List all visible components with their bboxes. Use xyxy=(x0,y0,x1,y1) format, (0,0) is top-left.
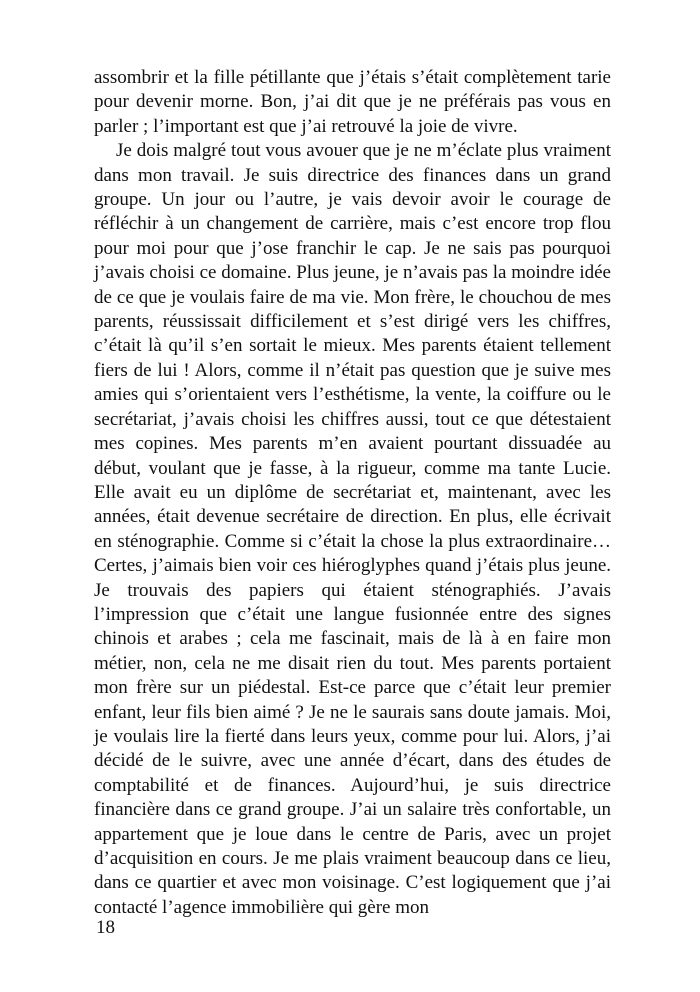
page-number: 18 xyxy=(96,917,115,938)
paragraph-1: assombrir et la fille pétillante que j’étais s’était complètement tarie pour devenir morne. Bon, j’ai dit que je ne préférais pas vous en parler ; l’important est que j’ai retrouvé la joie de vivre. xyxy=(94,67,611,137)
paragraph-2: Je dois malgré tout vous avouer que je ne m’éclate plus vraiment dans mon travail. Je suis directrice des finances dans un grand groupe. Un jour ou l’autre, je vais devoir avoir le courage de réfléchir à un changement de carrière, mais c’est encore trop flou pour moi pour que j’ose franchir le cap. Je ne sais pas pourquoi j’avais choisi ce domaine. Plus jeune, je n’avais pas la moindre idée de ce que je voulais faire de ma vie. Mon frère, le chouchou de mes parents, réussissait difficilement et s’est dirigé vers les chiffres, c’était là qu’il s’en sortait le mieux. Mes parents étaient tellement fiers de lui ! Alors, comme il n’était pas question que je suive mes amies qui s’orientaient vers l’esthétisme, la vente, la coiffure ou le secrétariat, j’avais choisi les chiffres aussi, tout ce que détestaient mes copines. Mes parents m’en avaient pourtant dissuadée au début, voulant que je fasse, à la rigueur, comme ma tante Lucie. Elle avait eu un diplôme de secrétariat et, maintenant, avec les années, était devenue secrétaire de direction. En plus, elle écrivait en sténographie. Comme si c’était la chose la plus extraordinaire… Certes, j’aimais bien voir ces hiéroglyphes quand j’étais plus jeune. Je trouvais des papiers qui étaient sténographiés. J’avais l’impression que c’était une langue fusionnée entre des signes chinois et arabes ; cela me fascinait, mais de là à en faire mon métier, non, cela ne me disait rien du tout. Mes parents portaient mon frère sur un piédestal. Est-ce parce que c’était leur premier enfant, leur fils bien aimé ? Je ne le saurais sans doute jamais. Moi, je voulais lire la fierté dans leurs yeux, comme pour lui. Alors, j’ai décidé de le suivre, avec une année d’écart, dans des études de comptabilité et de finances. Aujourd’hui, je suis directrice financière dans ce grand groupe. J’ai un salaire très confortable, un appartement que je loue dans le centre de Paris, avec un projet d’acquisition en cours. Je me plais vraiment beaucoup dans ce lieu, dans ce quartier et avec mon voisinage. C’est logiquement que j’ai contacté l’agence immobilière qui gère mon xyxy=(94,140,611,918)
page-body xyxy=(94,66,611,920)
